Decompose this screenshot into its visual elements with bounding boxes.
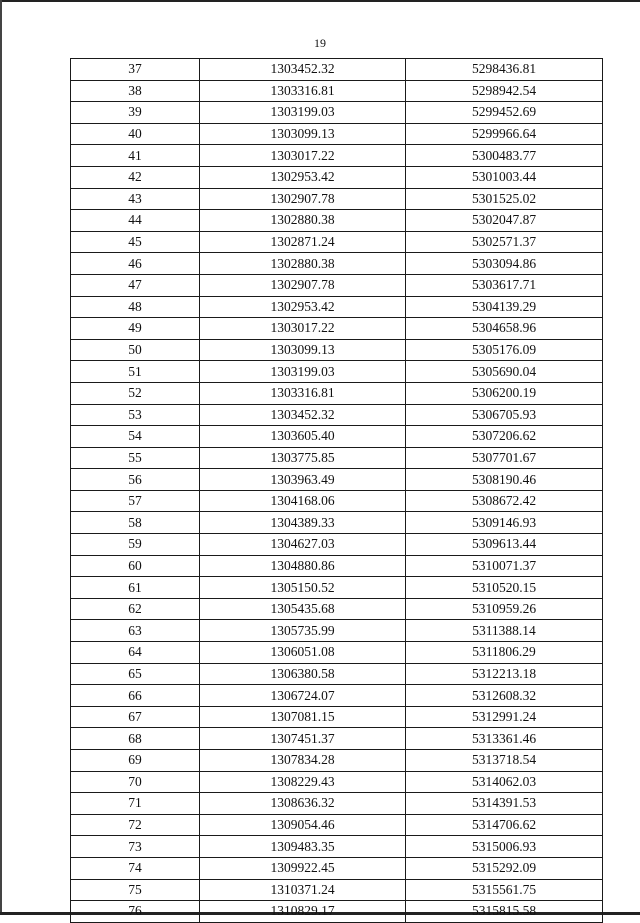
y-coordinate-cell: 5308190.46 <box>406 469 603 491</box>
table-row <box>71 469 603 491</box>
table-row <box>71 59 603 81</box>
point-number-cell: 53 <box>71 404 200 426</box>
y-coordinate-cell: 5304658.96 <box>406 318 603 340</box>
y-coordinate-cell: 5309146.93 <box>406 512 603 534</box>
x-coordinate-cell: 1309483.35 <box>200 836 406 858</box>
table-row <box>71 534 603 556</box>
x-coordinate-cell: 1306051.08 <box>200 642 406 664</box>
point-number-cell: 38 <box>71 80 200 102</box>
table-row <box>71 274 603 296</box>
point-number-cell: 49 <box>71 318 200 340</box>
point-number-cell: 45 <box>71 231 200 253</box>
x-coordinate-cell: 1303963.49 <box>200 469 406 491</box>
point-number-cell: 60 <box>71 555 200 577</box>
point-number-cell: 48 <box>71 296 200 318</box>
y-coordinate-cell: 5307206.62 <box>406 426 603 448</box>
x-coordinate-cell: 1303316.81 <box>200 80 406 102</box>
x-coordinate-cell: 1310829.17 <box>200 901 406 923</box>
x-coordinate-cell: 1309922.45 <box>200 857 406 879</box>
y-coordinate-cell: 5308672.42 <box>406 490 603 512</box>
y-coordinate-cell: 5313718.54 <box>406 750 603 772</box>
x-coordinate-cell: 1303199.03 <box>200 102 406 124</box>
y-coordinate-cell: 5301525.02 <box>406 188 603 210</box>
table-row <box>71 512 603 534</box>
point-number-cell: 64 <box>71 642 200 664</box>
x-coordinate-cell: 1307081.15 <box>200 706 406 728</box>
point-number-cell: 67 <box>71 706 200 728</box>
point-number-cell: 44 <box>71 210 200 232</box>
point-number-cell: 69 <box>71 750 200 772</box>
y-coordinate-cell: 5305690.04 <box>406 361 603 383</box>
point-number-cell: 57 <box>71 490 200 512</box>
table-row <box>71 80 603 102</box>
point-number-cell: 37 <box>71 59 200 81</box>
x-coordinate-cell: 1303775.85 <box>200 447 406 469</box>
table-row <box>71 123 603 145</box>
point-number-cell: 70 <box>71 771 200 793</box>
table-row <box>71 771 603 793</box>
x-coordinate-cell: 1304389.33 <box>200 512 406 534</box>
x-coordinate-cell: 1309054.46 <box>200 814 406 836</box>
y-coordinate-cell: 5315292.09 <box>406 857 603 879</box>
x-coordinate-cell: 1308636.32 <box>200 793 406 815</box>
x-coordinate-cell: 1302953.42 <box>200 166 406 188</box>
table-row <box>71 253 603 275</box>
point-number-cell: 58 <box>71 512 200 534</box>
y-coordinate-cell: 5311806.29 <box>406 642 603 664</box>
table-row <box>71 836 603 858</box>
point-number-cell: 66 <box>71 685 200 707</box>
point-number-cell: 65 <box>71 663 200 685</box>
point-number-cell: 47 <box>71 274 200 296</box>
point-number-cell: 39 <box>71 102 200 124</box>
point-number-cell: 59 <box>71 534 200 556</box>
table-row <box>71 339 603 361</box>
y-coordinate-cell: 5307701.67 <box>406 447 603 469</box>
x-coordinate-cell: 1302880.38 <box>200 210 406 232</box>
y-coordinate-cell: 5298436.81 <box>406 59 603 81</box>
point-number-cell: 41 <box>71 145 200 167</box>
table-row <box>71 361 603 383</box>
x-coordinate-cell: 1303099.13 <box>200 123 406 145</box>
point-number-cell: 40 <box>71 123 200 145</box>
table-row <box>71 166 603 188</box>
x-coordinate-cell: 1303316.81 <box>200 382 406 404</box>
table-row <box>71 404 603 426</box>
table-row <box>71 426 603 448</box>
point-number-cell: 75 <box>71 879 200 901</box>
point-number-cell: 52 <box>71 382 200 404</box>
x-coordinate-cell: 1305735.99 <box>200 620 406 642</box>
table-row <box>71 793 603 815</box>
table-row <box>71 447 603 469</box>
x-coordinate-cell: 1302907.78 <box>200 188 406 210</box>
point-number-cell: 61 <box>71 577 200 599</box>
point-number-cell: 74 <box>71 857 200 879</box>
y-coordinate-cell: 5310520.15 <box>406 577 603 599</box>
table-row <box>71 598 603 620</box>
y-coordinate-cell: 5303617.71 <box>406 274 603 296</box>
point-number-cell: 55 <box>71 447 200 469</box>
y-coordinate-cell: 5301003.44 <box>406 166 603 188</box>
x-coordinate-cell: 1302880.38 <box>200 253 406 275</box>
y-coordinate-cell: 5303094.86 <box>406 253 603 275</box>
x-coordinate-cell: 1303452.32 <box>200 59 406 81</box>
y-coordinate-cell: 5309613.44 <box>406 534 603 556</box>
point-number-cell: 76 <box>71 901 200 923</box>
table-row <box>71 231 603 253</box>
x-coordinate-cell: 1307834.28 <box>200 750 406 772</box>
y-coordinate-cell: 5298942.54 <box>406 80 603 102</box>
y-coordinate-cell: 5315006.93 <box>406 836 603 858</box>
y-coordinate-cell: 5312213.18 <box>406 663 603 685</box>
y-coordinate-cell: 5306705.93 <box>406 404 603 426</box>
table-row <box>71 555 603 577</box>
x-coordinate-cell: 1306724.07 <box>200 685 406 707</box>
x-coordinate-cell: 1302907.78 <box>200 274 406 296</box>
point-number-cell: 56 <box>71 469 200 491</box>
table-row <box>71 750 603 772</box>
y-coordinate-cell: 5299966.64 <box>406 123 603 145</box>
x-coordinate-cell: 1308229.43 <box>200 771 406 793</box>
table-row <box>71 663 603 685</box>
coordinates-table <box>70 58 603 923</box>
y-coordinate-cell: 5304139.29 <box>406 296 603 318</box>
y-coordinate-cell: 5306200.19 <box>406 382 603 404</box>
point-number-cell: 73 <box>71 836 200 858</box>
table-row <box>71 728 603 750</box>
x-coordinate-cell: 1303605.40 <box>200 426 406 448</box>
table-row <box>71 577 603 599</box>
x-coordinate-cell: 1304880.86 <box>200 555 406 577</box>
y-coordinate-cell: 5314062.03 <box>406 771 603 793</box>
point-number-cell: 62 <box>71 598 200 620</box>
point-number-cell: 42 <box>71 166 200 188</box>
y-coordinate-cell: 5314706.62 <box>406 814 603 836</box>
table-row <box>71 879 603 901</box>
y-coordinate-cell: 5315815.58 <box>406 901 603 923</box>
y-coordinate-cell: 5314391.53 <box>406 793 603 815</box>
x-coordinate-cell: 1302953.42 <box>200 296 406 318</box>
y-coordinate-cell: 5312608.32 <box>406 685 603 707</box>
y-coordinate-cell: 5310959.26 <box>406 598 603 620</box>
table-row <box>71 490 603 512</box>
table-row <box>71 318 603 340</box>
point-number-cell: 71 <box>71 793 200 815</box>
page-number: 19 <box>314 36 326 50</box>
x-coordinate-cell: 1304627.03 <box>200 534 406 556</box>
y-coordinate-cell: 5312991.24 <box>406 706 603 728</box>
x-coordinate-cell: 1310371.24 <box>200 879 406 901</box>
y-coordinate-cell: 5302047.87 <box>406 210 603 232</box>
y-coordinate-cell: 5305176.09 <box>406 339 603 361</box>
table-row <box>71 814 603 836</box>
point-number-cell: 43 <box>71 188 200 210</box>
y-coordinate-cell: 5313361.46 <box>406 728 603 750</box>
x-coordinate-cell: 1303017.22 <box>200 145 406 167</box>
point-number-cell: 63 <box>71 620 200 642</box>
point-number-cell: 50 <box>71 339 200 361</box>
x-coordinate-cell: 1305435.68 <box>200 598 406 620</box>
x-coordinate-cell: 1307451.37 <box>200 728 406 750</box>
table-row <box>71 642 603 664</box>
table-row <box>71 901 603 923</box>
table-row <box>71 188 603 210</box>
x-coordinate-cell: 1303017.22 <box>200 318 406 340</box>
x-coordinate-cell: 1302871.24 <box>200 231 406 253</box>
y-coordinate-cell: 5315561.75 <box>406 879 603 901</box>
scan-border-left <box>0 0 2 915</box>
coordinates-table-body <box>71 59 603 923</box>
table-row <box>71 145 603 167</box>
point-number-cell: 68 <box>71 728 200 750</box>
point-number-cell: 46 <box>71 253 200 275</box>
x-coordinate-cell: 1305150.52 <box>200 577 406 599</box>
y-coordinate-cell: 5311388.14 <box>406 620 603 642</box>
table-row <box>71 296 603 318</box>
y-coordinate-cell: 5299452.69 <box>406 102 603 124</box>
y-coordinate-cell: 5300483.77 <box>406 145 603 167</box>
y-coordinate-cell: 5302571.37 <box>406 231 603 253</box>
x-coordinate-cell: 1303099.13 <box>200 339 406 361</box>
table-row <box>71 706 603 728</box>
table-row <box>71 620 603 642</box>
y-coordinate-cell: 5310071.37 <box>406 555 603 577</box>
scan-border-top <box>0 0 640 2</box>
point-number-cell: 72 <box>71 814 200 836</box>
point-number-cell: 54 <box>71 426 200 448</box>
table-row <box>71 382 603 404</box>
x-coordinate-cell: 1304168.06 <box>200 490 406 512</box>
x-coordinate-cell: 1303199.03 <box>200 361 406 383</box>
table-row <box>71 102 603 124</box>
table-row <box>71 210 603 232</box>
x-coordinate-cell: 1303452.32 <box>200 404 406 426</box>
point-number-cell: 51 <box>71 361 200 383</box>
table-row <box>71 857 603 879</box>
x-coordinate-cell: 1306380.58 <box>200 663 406 685</box>
table-row <box>71 685 603 707</box>
